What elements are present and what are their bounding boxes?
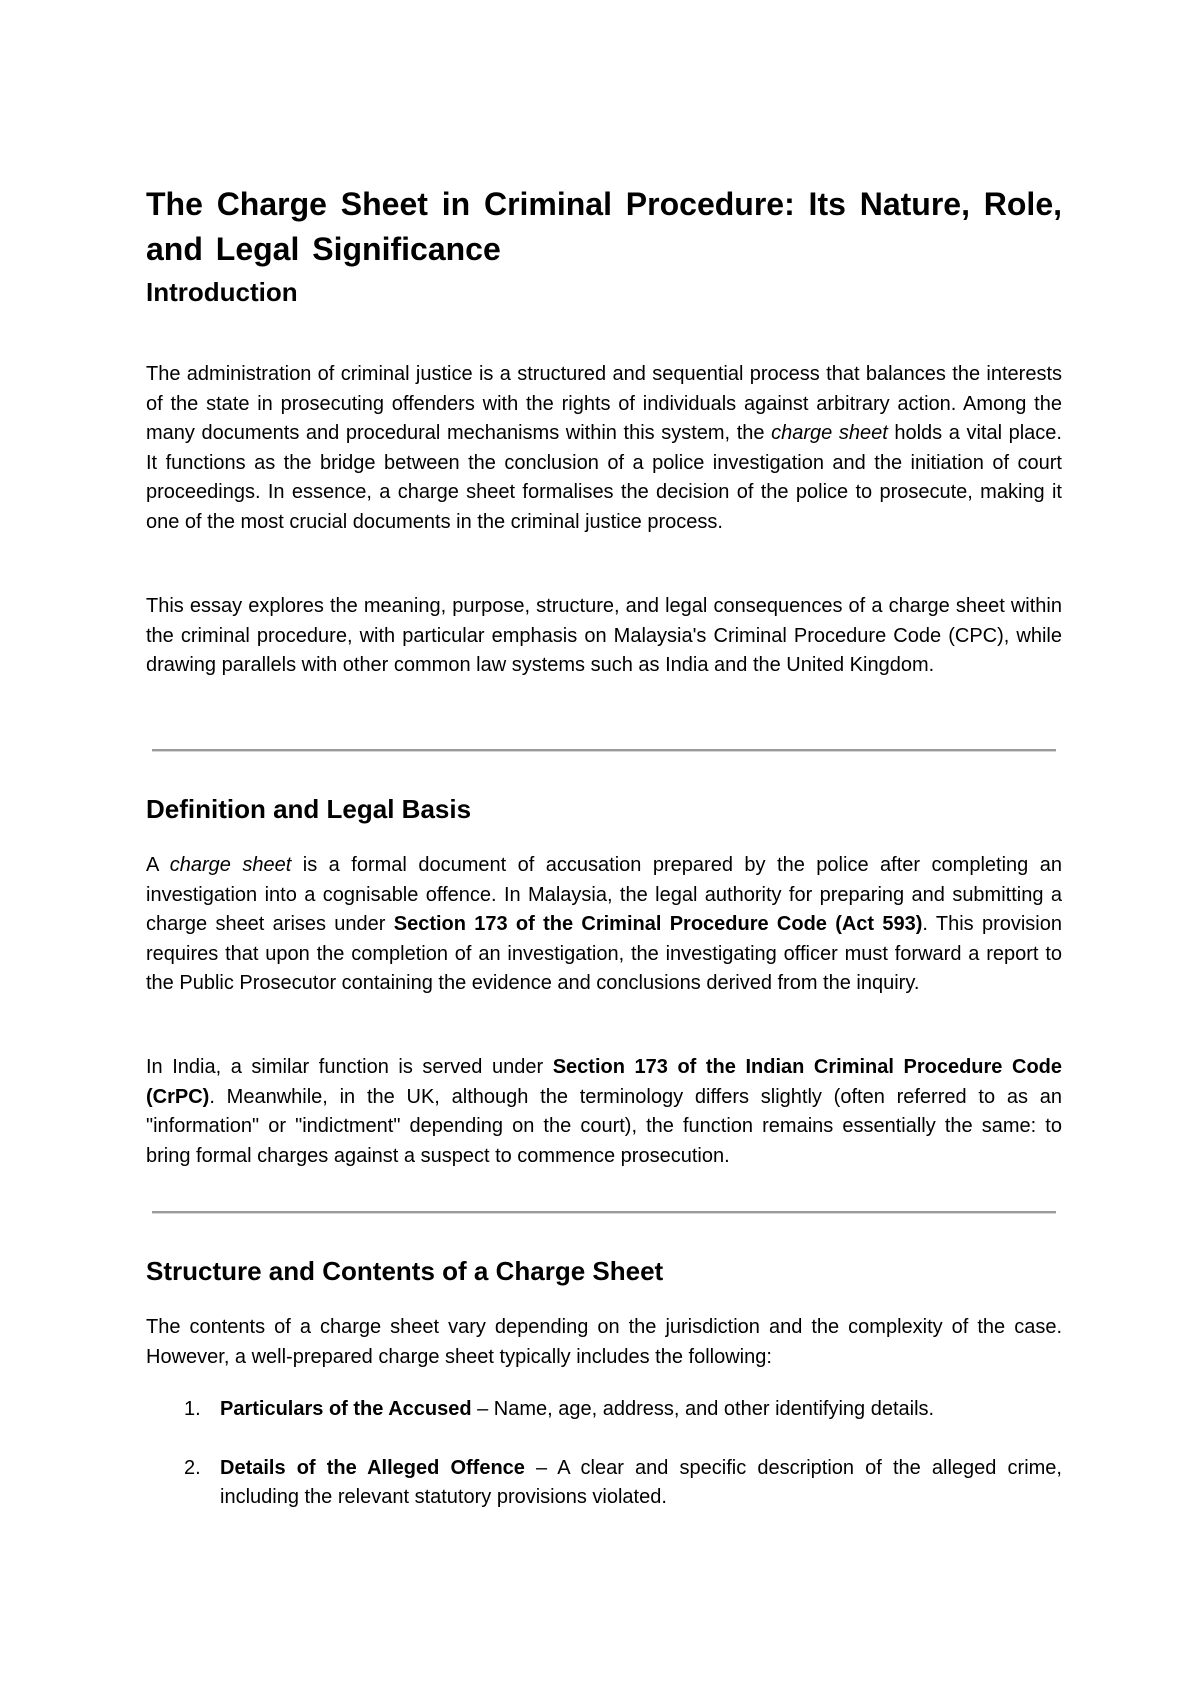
def-p2-strong: Section 173 of the Indian Criminal Procedure Code (CrPC): [146, 1056, 1062, 1108]
list-item-label: Details of the Alleged Offence: [220, 1456, 525, 1479]
list-item-text: – A clear and specific description of the alleged crime, including the relevant statutory provisions violated.: [220, 1456, 1062, 1508]
horizontal-divider-2: [152, 1211, 1056, 1214]
def-p1-text-b: is a formal document of accusation prepared by the police after completing an investigation into a cognisable offence. In Malaysia, the legal authority for preparing and submitting a charge sheet arises under: [146, 854, 1062, 935]
section-structure: [146, 1255, 1062, 1287]
intro-p1-emphasis: charge sheet: [771, 422, 888, 444]
def-p1-text-a: A: [146, 854, 170, 876]
document-title: The Charge Sheet in Criminal Procedure: Its Nature, Role, and Legal Significance: [146, 186, 1062, 267]
horizontal-divider-1: [152, 749, 1056, 752]
intro-p1-text-a: The administration of criminal justice is a structured and sequential process that balances the interests of the state in prosecuting offenders with the rights of individuals against arbitrary action. Among the many documents and procedural mechanisms within this system, the: [146, 363, 1062, 444]
def-p1-strong: Section 173 of the Criminal Procedure Code (Act 593): [393, 913, 923, 935]
list-item-number: 2.: [184, 1456, 201, 1479]
structure-list: [146, 1395, 1062, 1513]
section-heading-introduction: Introduction: [146, 277, 298, 307]
list-item: [146, 1454, 1062, 1513]
list-item: [146, 1395, 1062, 1425]
def-p1-emphasis: charge sheet: [169, 854, 292, 876]
definition-paragraph-1: [146, 851, 1062, 999]
section-introduction: [146, 276, 1062, 308]
intro-paragraph-2: [146, 592, 1062, 681]
document-body: [146, 170, 1062, 272]
list-item-text: – Name, age, address, and other identifying details.: [471, 1398, 935, 1420]
def-p1-text-c: . This provision requires that upon the completion of an investigation, the investigating officer must forward a report to the Public Prosecutor containing the evidence and conclusions derived from the inquiry.: [146, 913, 1063, 994]
structure-p1-text: The contents of a charge sheet vary depending on the jurisdiction and the complexity of the case. However, a well-prepared charge sheet typically includes the following:: [146, 1316, 1062, 1368]
intro-p1-text-b: holds a vital place. It functions as the bridge between the conclusion of a police investigation and the initiation of court proceedings. In essence, a charge sheet formalises the decision of the police to prosecute, making it one of the most crucial documents in the criminal justice process.: [146, 422, 1062, 533]
def-p2-text-a: In India, a similar function is served under: [146, 1056, 553, 1078]
section-definition: [146, 793, 1062, 825]
list-item-label: Particulars of the Accused: [220, 1398, 472, 1420]
list-item-number: 1.: [184, 1398, 201, 1420]
intro-paragraph-1: [146, 360, 1062, 537]
section-heading-structure: Structure and Contents of a Charge Sheet: [146, 1256, 664, 1286]
intro-p2-text: This essay explores the meaning, purpose, structure, and legal consequences of a charge sheet within the criminal procedure, with particular emphasis on Malaysia's Criminal Procedure Code (CPC), while drawing parallels with other common law systems such as India and the United Kingdom.: [146, 595, 1062, 676]
section-heading-definition: Definition and Legal Basis: [146, 794, 472, 824]
def-p2-text-b: . Meanwhile, in the UK, although the terminology differs slightly (often referred to as an "information" or "indictment" depending on the court), the function remains essentially the same: to bring formal charges against a suspect to commence prosecution.: [146, 1085, 1062, 1167]
structure-paragraph-1: [146, 1313, 1062, 1372]
definition-paragraph-2: [146, 1053, 1062, 1171]
